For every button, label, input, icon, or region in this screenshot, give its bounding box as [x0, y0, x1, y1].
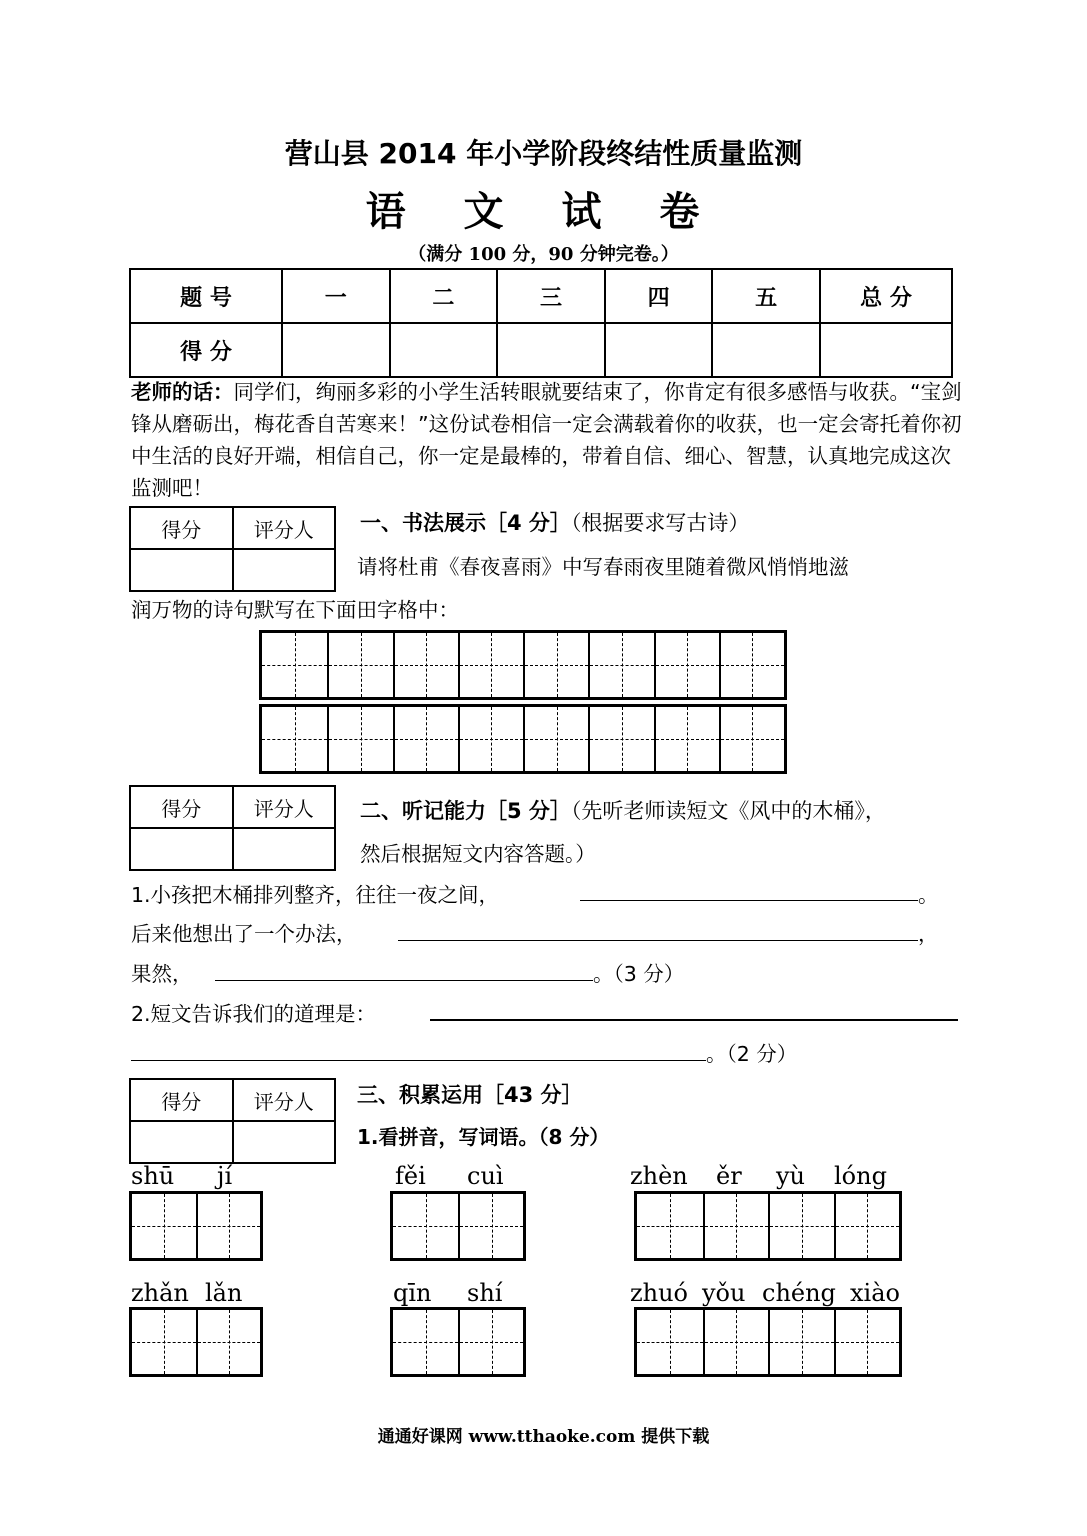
tianzige-cell[interactable] — [196, 1194, 260, 1258]
tianzige-cell[interactable] — [834, 1310, 900, 1374]
tianzige-row-1[interactable] — [259, 630, 787, 700]
grader-box-2 — [129, 785, 336, 871]
score-cell[interactable] — [282, 323, 390, 377]
exam-title: 营山县 2014 年小学阶段终结性质量监测 — [284, 137, 803, 170]
pinyin-answer-grid[interactable] — [129, 1307, 263, 1377]
pinyin-label: xiào — [850, 1279, 900, 1307]
tianzige-cell[interactable] — [262, 707, 327, 771]
grader-score-label: 得分 — [130, 1079, 233, 1121]
pinyin-label: shū — [131, 1162, 175, 1190]
tianzige-cell[interactable] — [588, 707, 653, 771]
section3-title: 三、积累运用［43 分］ — [357, 1083, 583, 1107]
section1-title — [360, 507, 749, 537]
tianzige-cell[interactable] — [132, 1310, 196, 1374]
tianzige-cell[interactable] — [458, 1194, 523, 1258]
score-cell[interactable] — [820, 323, 952, 377]
section1-heading: 一、书法展示［4 分］ — [360, 511, 571, 535]
q1-line-c-end: 。（3 分） — [593, 962, 685, 986]
exam-subtitle: （满分 100 分，90 分钟完卷。） — [408, 244, 679, 265]
answer-blank[interactable] — [398, 940, 918, 941]
score-header-cell: 五 — [712, 269, 820, 323]
tianzige-cell[interactable] — [327, 633, 392, 697]
tianzige-cell[interactable] — [768, 1194, 834, 1258]
score-table — [129, 268, 953, 378]
tianzige-row-2[interactable] — [259, 704, 787, 774]
score-cell[interactable] — [712, 323, 820, 377]
tianzige-cell[interactable] — [393, 1310, 458, 1374]
tianzige-cell[interactable] — [196, 1310, 260, 1374]
pinyin-label: lóng — [834, 1162, 887, 1190]
q1-line-b: 后来他想出了一个办法， — [131, 922, 357, 946]
teacher-note-label: 老师的话： — [131, 380, 234, 404]
pinyin-answer-grid[interactable] — [634, 1307, 902, 1377]
section2-note: （先听老师读短文《风中的木桶》， — [570, 799, 886, 823]
score-header-cell: 二 — [390, 269, 498, 323]
grader-score-label: 得分 — [130, 786, 233, 828]
tianzige-cell[interactable] — [768, 1310, 834, 1374]
section1-note: （根据要求写古诗） — [570, 511, 750, 535]
tianzige-cell[interactable] — [393, 633, 458, 697]
score-header-cell: 题 号 — [130, 269, 282, 323]
q1-line-a-end: 。 — [918, 883, 939, 907]
tianzige-cell[interactable] — [458, 1310, 523, 1374]
page-footer: 通通好课网 www.tthaoke.com 提供下载 — [377, 1427, 710, 1447]
pinyin-label: zhèn — [630, 1162, 688, 1190]
grader-name-label: 评分人 — [233, 786, 336, 828]
teacher-note — [131, 376, 963, 504]
pinyin-label: yù — [776, 1162, 806, 1190]
tianzige-cell[interactable] — [523, 707, 588, 771]
answer-blank[interactable] — [131, 1060, 706, 1061]
score-header-cell: 四 — [605, 269, 713, 323]
grader-name-cell[interactable] — [233, 1121, 336, 1163]
answer-blank[interactable] — [580, 900, 918, 901]
tianzige-cell[interactable] — [588, 633, 653, 697]
grader-score-cell[interactable] — [130, 549, 233, 591]
pinyin-label: shí — [467, 1279, 503, 1307]
score-header-cell: 总 分 — [820, 269, 952, 323]
score-table-header-row — [130, 269, 952, 323]
section2-title — [360, 795, 886, 825]
score-table-score-row — [130, 323, 952, 377]
pinyin-label: qīn — [393, 1279, 432, 1307]
pinyin-label: yǒu — [702, 1279, 746, 1307]
score-header-cell: 三 — [497, 269, 605, 323]
pinyin-answer-grid[interactable] — [634, 1191, 902, 1261]
answer-blank[interactable] — [430, 1019, 958, 1021]
pinyin-label: jí — [217, 1162, 233, 1190]
section1-instruction-line2: 润万物的诗句默写在下面田字格中： — [131, 598, 459, 622]
tianzige-cell[interactable] — [654, 707, 719, 771]
tianzige-cell[interactable] — [393, 1194, 458, 1258]
subject-title: 语 文 试 卷 — [365, 188, 722, 235]
tianzige-cell[interactable] — [703, 1194, 769, 1258]
grader-score-label: 得分 — [130, 507, 233, 549]
tianzige-cell[interactable] — [834, 1194, 900, 1258]
grader-box-1 — [129, 506, 336, 592]
pinyin-label: cuì — [467, 1162, 504, 1190]
teacher-note-text: 同学们，绚丽多彩的小学生活转眼就要结束了，你肯定有很多感悟与收获。“宝剑锋从磨砺出，梅花香自苦寒来！”这份试卷相信一定会满载着你的收获，也一定会寄托着你初中生活的良好开端，相信自己，你一定是最棒的，带着自信、细心、智慧，认真地完成这次监测吧！ — [131, 380, 962, 500]
tianzige-cell[interactable] — [458, 633, 523, 697]
answer-blank[interactable] — [215, 980, 593, 981]
pinyin-answer-grid[interactable] — [390, 1191, 526, 1261]
section3-q1: 1.看拼音，写词语。（8 分） — [357, 1125, 610, 1149]
pinyin-label: ěr — [716, 1162, 742, 1190]
q1-line-c: 果然， — [131, 962, 193, 986]
score-row-label: 得 分 — [130, 323, 282, 377]
section1-instruction-line1: 请将杜甫《春夜喜雨》中写春雨夜里随着微风悄悄地滋 — [357, 555, 849, 579]
grader-name-cell[interactable] — [233, 549, 336, 591]
tianzige-cell[interactable] — [458, 707, 523, 771]
tianzige-cell[interactable] — [637, 1194, 703, 1258]
grader-name-label: 评分人 — [233, 1079, 336, 1121]
tianzige-cell[interactable] — [523, 633, 588, 697]
tianzige-cell[interactable] — [703, 1310, 769, 1374]
score-cell[interactable] — [497, 323, 605, 377]
pinyin-answer-grid[interactable] — [390, 1307, 526, 1377]
tianzige-cell[interactable] — [262, 633, 327, 697]
section2-note-line2: 然后根据短文内容答题。） — [360, 842, 596, 866]
pinyin-label: zhuó — [630, 1279, 689, 1307]
tianzige-cell[interactable] — [719, 707, 784, 771]
q1-line-b-end: ， — [918, 922, 939, 946]
q2-end: 。（2 分） — [706, 1042, 798, 1066]
tianzige-cell[interactable] — [654, 633, 719, 697]
tianzige-cell[interactable] — [327, 707, 392, 771]
pinyin-label: zhǎn — [131, 1279, 189, 1307]
tianzige-cell[interactable] — [393, 707, 458, 771]
pinyin-label: lǎn — [205, 1279, 243, 1307]
pinyin-answer-grid[interactable] — [129, 1191, 263, 1261]
q2-text: 2.短文告诉我们的道理是： — [131, 1002, 377, 1026]
score-cell[interactable] — [605, 323, 713, 377]
grader-score-cell[interactable] — [130, 1121, 233, 1163]
tianzige-cell[interactable] — [132, 1194, 196, 1258]
pinyin-label: fěi — [395, 1162, 426, 1190]
q1-line-a: 1.小孩把木桶排列整齐，往往一夜之间， — [131, 883, 500, 907]
grader-box-3 — [129, 1078, 336, 1164]
grader-name-cell[interactable] — [233, 828, 336, 870]
section2-heading: 二、听记能力［5 分］ — [360, 799, 571, 823]
tianzige-cell[interactable] — [637, 1310, 703, 1374]
grader-score-cell[interactable] — [130, 828, 233, 870]
score-cell[interactable] — [390, 323, 498, 377]
score-header-cell: 一 — [282, 269, 390, 323]
grader-name-label: 评分人 — [233, 507, 336, 549]
pinyin-label: chéng — [762, 1279, 836, 1307]
tianzige-cell[interactable] — [719, 633, 784, 697]
